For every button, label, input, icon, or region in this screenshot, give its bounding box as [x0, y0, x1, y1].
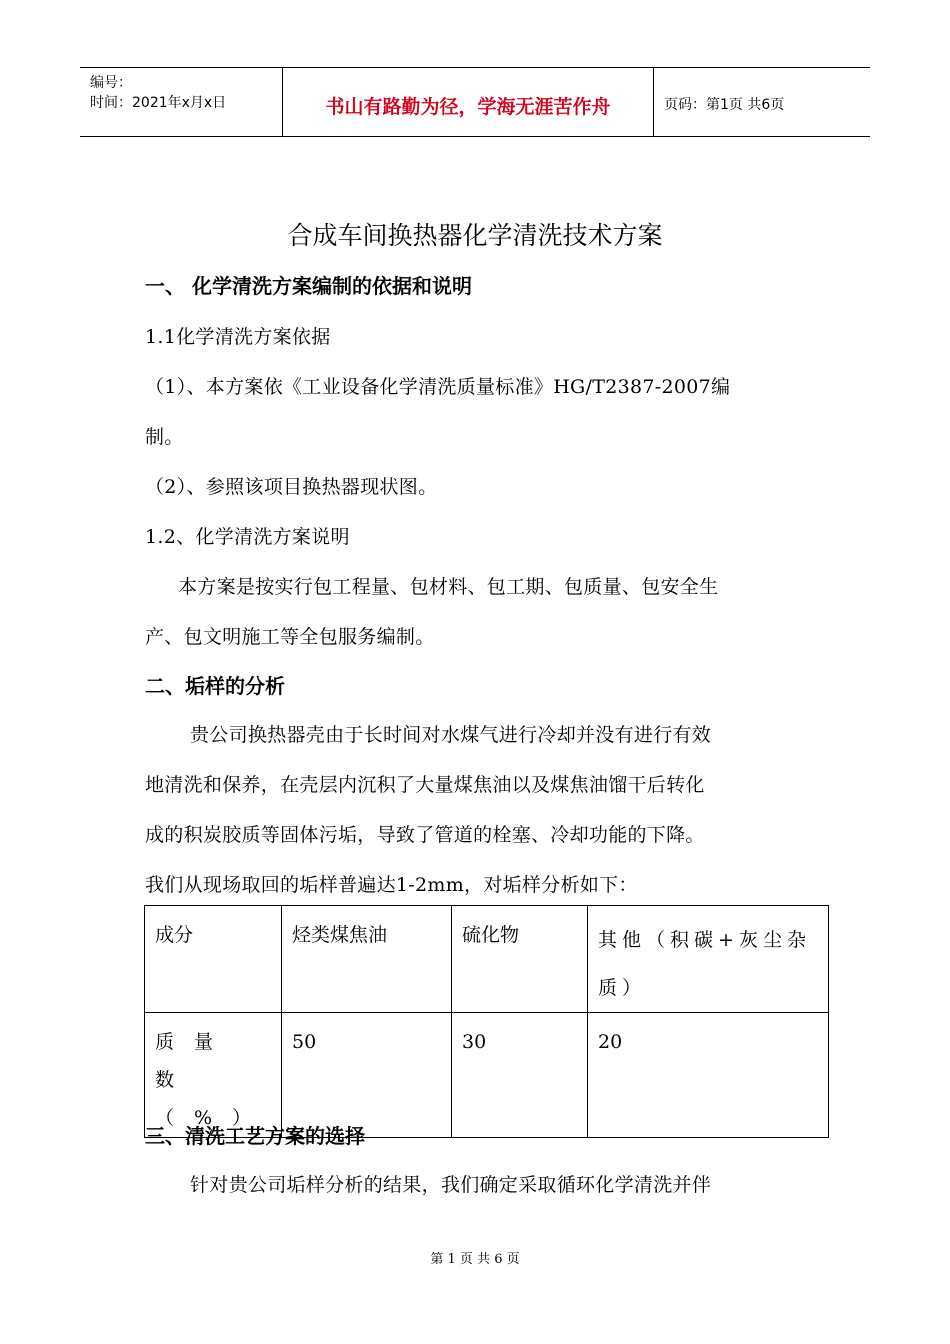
section1-heading: 一、 化学清洗方案编制的依据和说明	[145, 274, 472, 298]
section2-line1: 贵公司换热器壳由于长时间对水煤气进行冷却并没有进行有效	[190, 724, 712, 746]
section1-item1-line1: （1）、本方案依《工业设备化学清洗质量标准》HG/T2387-2007编	[145, 376, 731, 398]
table-header-row	[145, 906, 829, 1013]
page-footer: 第 1 页 共 6 页	[430, 1252, 520, 1267]
table-cell: 30	[452, 1013, 588, 1138]
section3-heading: 三、清洗工艺方案的选择	[145, 1124, 365, 1148]
page-info: 页码：第1页 共6页	[664, 97, 785, 113]
section2-line3: 成的积炭胶质等固体污垢，导致了管道的栓塞、冷却功能的下降。	[145, 824, 705, 846]
table-cell: 20	[588, 1013, 829, 1138]
table-header-cell: 烃类煤焦油	[282, 906, 452, 1013]
section2-line2: 地清洗和保养，在壳层内沉积了大量煤焦油以及煤焦油馏干后转化	[145, 774, 705, 796]
header-page-cell	[654, 68, 870, 136]
number-label: 编号：	[90, 75, 132, 91]
header-meta-cell	[80, 68, 283, 136]
section3-line1: 针对贵公司垢样分析的结果，我们确定采取循环化学清洗并伴	[190, 1174, 712, 1196]
scale-analysis-table	[144, 905, 829, 1138]
table-cell: 50	[282, 1013, 452, 1138]
section1-para-line2: 产、包文明施工等全包服务编制。	[145, 626, 435, 648]
table-header-cell: 硫化物	[452, 906, 588, 1013]
section1-item1-line2: 制。	[145, 426, 184, 448]
table-header-cell: 其他（积碳+灰尘杂质）	[588, 906, 829, 1013]
section1-sub1: 1.1化学清洗方案依据	[145, 326, 331, 348]
header-motto-cell	[283, 68, 654, 136]
table-row	[145, 1013, 829, 1138]
page-header	[80, 67, 870, 137]
section1-para-line1: 本方案是按实行包工程量、包材料、包工期、包质量、包安全生	[178, 576, 719, 598]
document-title: 合成车间换热器化学清洗技术方案	[287, 221, 663, 250]
section1-item2: （2）、参照该项目换热器现状图。	[145, 476, 438, 498]
table-header-cell: 成分	[145, 906, 282, 1013]
time-label: 时间：2021年x月x日	[90, 95, 227, 111]
motto-text: 书山有路勤为径，学海无涯苦作舟	[325, 96, 611, 118]
section1-sub2: 1.2、化学清洗方案说明	[145, 526, 350, 548]
section2-heading: 二、垢样的分析	[145, 674, 285, 698]
section2-line4: 我们从现场取回的垢样普遍达1-2mm，对垢样分析如下：	[145, 874, 638, 896]
table-row-label: 质量数（%）	[145, 1013, 282, 1138]
